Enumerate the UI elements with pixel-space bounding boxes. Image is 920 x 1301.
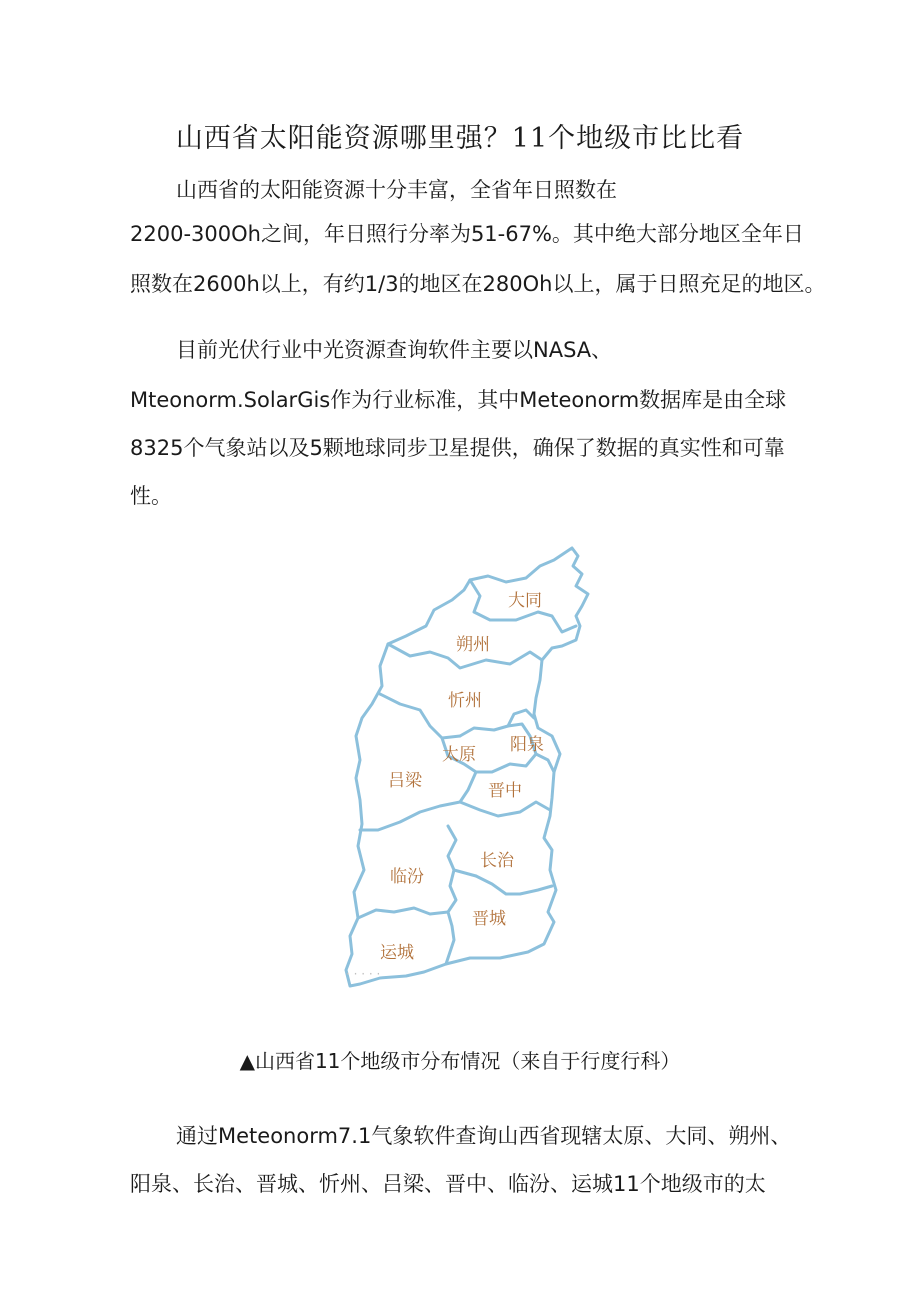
boundary-linfen-yuncheng [358, 908, 448, 918]
text-line: 通过Meteonorm7.1气象软件查询山西省现辖太原、大同、朔州、 [176, 1124, 792, 1148]
text-line: 山西省的太阳能资源十分丰富，全省年日照数在 [176, 178, 617, 202]
map-label-xinzhou: 忻州 [448, 691, 482, 711]
boundary-changzhi-jincheng [476, 876, 552, 894]
map-watermark: · · · · · [346, 967, 381, 981]
map-label-yuncheng: 运城 [380, 943, 414, 963]
shanxi-map [330, 540, 600, 1000]
map-label-jinzhong: 晋中 [488, 781, 522, 801]
map-label-lvliang: 吕梁 [388, 771, 422, 791]
text-line: 8325个气象站以及5颗地球同步卫星提供，确保了数据的真实性和可靠 [130, 436, 785, 460]
map-label-jincheng: 晋城 [472, 909, 506, 929]
map-label-datong: 大同 [508, 591, 542, 611]
map-label-linfen: 临汾 [390, 867, 424, 887]
text-line: 目前光伏行业中光资源查询软件主要以NASA、 [176, 338, 613, 362]
document-title: 山西省太阳能资源哪里强？11个地级市比比看 [175, 123, 745, 154]
map-caption: ▲山西省11个地级市分布情况（来自于行度行科） [239, 1049, 681, 1073]
text-line: 性。 [130, 484, 172, 508]
text-line: Mteonorm.SolarGis作为行业标准，其中Meteonorm数据库是由全球 [130, 388, 787, 412]
shanxi-map-outline [330, 540, 600, 1000]
map-label-yangquan: 阳泉 [510, 735, 544, 755]
map-label-taiyuan: 太原 [442, 745, 476, 765]
text-line: 2200-300Oh之间，年日照行分率为51-67%。其中绝大部分地区全年日 [130, 222, 804, 246]
boundary-jinzhong-changzhi [460, 802, 550, 816]
text-line: 照数在2600h以上，有约1/3的地区在280Oh以上，属于日照充足的地区。 [130, 272, 826, 296]
map-label-shuozhou: 朔州 [456, 635, 490, 655]
map-label-changzhi: 长治 [480, 851, 514, 871]
boundary-changzhi-west [448, 826, 476, 876]
text-line: 阳泉、长治、晋城、忻州、吕梁、晋中、临汾、运城11个地级市的太 [130, 1172, 766, 1196]
boundary-linfen-jincheng [446, 870, 456, 964]
